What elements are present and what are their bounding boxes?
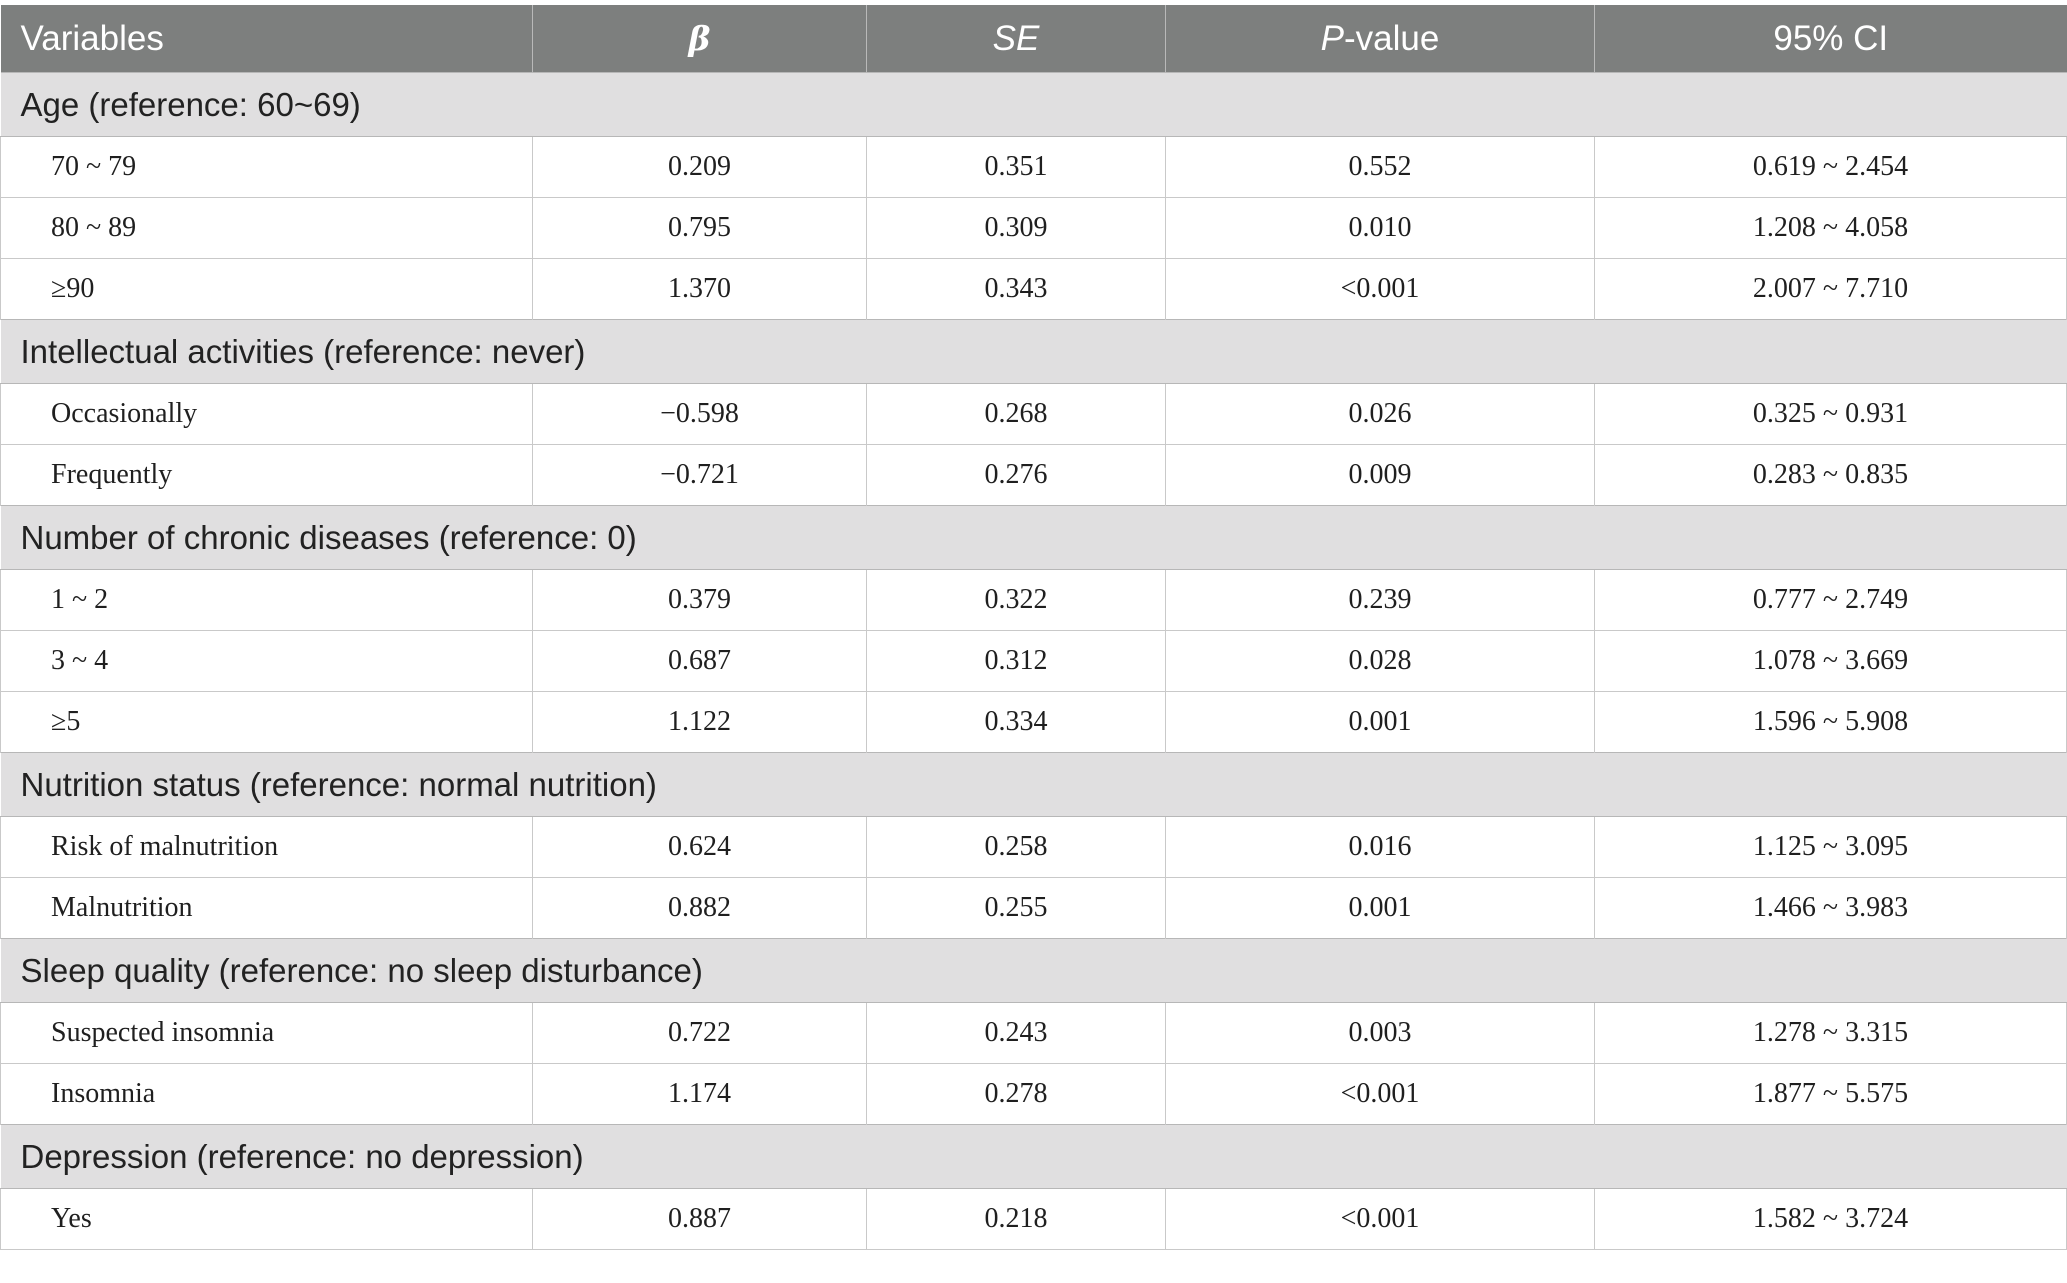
cell-beta: 0.722	[533, 1003, 867, 1064]
cell-ci: 1.208 ~ 4.058	[1595, 198, 2067, 259]
table-header	[1, 5, 2067, 73]
cell-p-value: <0.001	[1166, 1064, 1595, 1125]
cell-variable: Suspected insomnia	[1, 1003, 533, 1064]
cell-se: 0.243	[867, 1003, 1166, 1064]
group-title: Sleep quality (reference: no sleep disturbance)	[1, 939, 2067, 1003]
table-row	[1, 570, 2067, 631]
cell-ci: 1.078 ~ 3.669	[1595, 631, 2067, 692]
cell-variable: 70 ~ 79	[1, 137, 533, 198]
cell-ci: 1.125 ~ 3.095	[1595, 817, 2067, 878]
cell-p-value: 0.003	[1166, 1003, 1595, 1064]
cell-p-value: 0.552	[1166, 137, 1595, 198]
cell-ci: 0.325 ~ 0.931	[1595, 384, 2067, 445]
cell-variable: Yes	[1, 1189, 533, 1250]
header-p-italic: P	[1320, 18, 1345, 58]
cell-p-value: 0.001	[1166, 878, 1595, 939]
cell-se: 0.255	[867, 878, 1166, 939]
group-header-row	[1, 73, 2067, 137]
cell-p-value: 0.028	[1166, 631, 1595, 692]
cell-beta: 0.887	[533, 1189, 867, 1250]
table-body	[1, 73, 2067, 1250]
header-beta-label: β	[688, 18, 711, 58]
cell-variable: Frequently	[1, 445, 533, 506]
table-row	[1, 384, 2067, 445]
table-row	[1, 1064, 2067, 1125]
cell-beta: −0.598	[533, 384, 867, 445]
cell-beta: 1.174	[533, 1064, 867, 1125]
table-row	[1, 1003, 2067, 1064]
results-table	[0, 5, 2067, 1250]
group-header-row	[1, 753, 2067, 817]
cell-se: 0.276	[867, 445, 1166, 506]
group-header-row	[1, 1125, 2067, 1189]
cell-variable: ≥90	[1, 259, 533, 320]
cell-variable: Insomnia	[1, 1064, 533, 1125]
cell-p-value: <0.001	[1166, 259, 1595, 320]
cell-ci: 1.466 ~ 3.983	[1595, 878, 2067, 939]
cell-se: 0.322	[867, 570, 1166, 631]
cell-se: 0.351	[867, 137, 1166, 198]
cell-variable: 1 ~ 2	[1, 570, 533, 631]
cell-beta: 0.795	[533, 198, 867, 259]
header-p-rest: -value	[1344, 18, 1440, 58]
header-se	[867, 5, 1166, 73]
cell-se: 0.343	[867, 259, 1166, 320]
group-title: Nutrition status (reference: normal nutrition)	[1, 753, 2067, 817]
group-header-row	[1, 506, 2067, 570]
group-header-row	[1, 320, 2067, 384]
cell-ci: 1.278 ~ 3.315	[1595, 1003, 2067, 1064]
table-row	[1, 198, 2067, 259]
cell-ci: 2.007 ~ 7.710	[1595, 259, 2067, 320]
cell-ci: 0.283 ~ 0.835	[1595, 445, 2067, 506]
cell-variable: ≥5	[1, 692, 533, 753]
cell-p-value: 0.026	[1166, 384, 1595, 445]
header-variables: Variables	[1, 5, 533, 73]
table-row	[1, 445, 2067, 506]
group-header-row	[1, 939, 2067, 1003]
cell-variable: Occasionally	[1, 384, 533, 445]
table-row	[1, 1189, 2067, 1250]
header-ci: 95% CI	[1595, 5, 2067, 73]
cell-ci: 1.582 ~ 3.724	[1595, 1189, 2067, 1250]
header-row	[1, 5, 2067, 73]
header-p-value	[1166, 5, 1595, 73]
cell-se: 0.278	[867, 1064, 1166, 1125]
cell-p-value: 0.001	[1166, 692, 1595, 753]
cell-ci: 0.619 ~ 2.454	[1595, 137, 2067, 198]
cell-beta: 0.209	[533, 137, 867, 198]
cell-p-value: 0.239	[1166, 570, 1595, 631]
table-row	[1, 631, 2067, 692]
cell-p-value: 0.009	[1166, 445, 1595, 506]
cell-variable: Risk of malnutrition	[1, 817, 533, 878]
cell-p-value: 0.016	[1166, 817, 1595, 878]
cell-se: 0.268	[867, 384, 1166, 445]
table-row	[1, 878, 2067, 939]
table-row	[1, 817, 2067, 878]
cell-variable: Malnutrition	[1, 878, 533, 939]
cell-beta: 0.379	[533, 570, 867, 631]
cell-ci: 1.596 ~ 5.908	[1595, 692, 2067, 753]
table-row	[1, 692, 2067, 753]
group-title: Depression (reference: no depression)	[1, 1125, 2067, 1189]
cell-beta: 0.882	[533, 878, 867, 939]
cell-p-value: <0.001	[1166, 1189, 1595, 1250]
cell-p-value: 0.010	[1166, 198, 1595, 259]
cell-se: 0.334	[867, 692, 1166, 753]
cell-variable: 3 ~ 4	[1, 631, 533, 692]
header-beta	[533, 5, 867, 73]
cell-ci: 1.877 ~ 5.575	[1595, 1064, 2067, 1125]
cell-beta: 0.624	[533, 817, 867, 878]
cell-se: 0.258	[867, 817, 1166, 878]
cell-variable: 80 ~ 89	[1, 198, 533, 259]
cell-se: 0.312	[867, 631, 1166, 692]
cell-se: 0.309	[867, 198, 1166, 259]
table-row	[1, 137, 2067, 198]
cell-se: 0.218	[867, 1189, 1166, 1250]
cell-beta: 0.687	[533, 631, 867, 692]
group-title: Number of chronic diseases (reference: 0)	[1, 506, 2067, 570]
cell-beta: −0.721	[533, 445, 867, 506]
header-se-label: SE	[992, 18, 1040, 58]
cell-beta: 1.370	[533, 259, 867, 320]
cell-ci: 0.777 ~ 2.749	[1595, 570, 2067, 631]
table-row	[1, 259, 2067, 320]
group-title: Intellectual activities (reference: never)	[1, 320, 2067, 384]
cell-beta: 1.122	[533, 692, 867, 753]
group-title: Age (reference: 60~69)	[1, 73, 2067, 137]
